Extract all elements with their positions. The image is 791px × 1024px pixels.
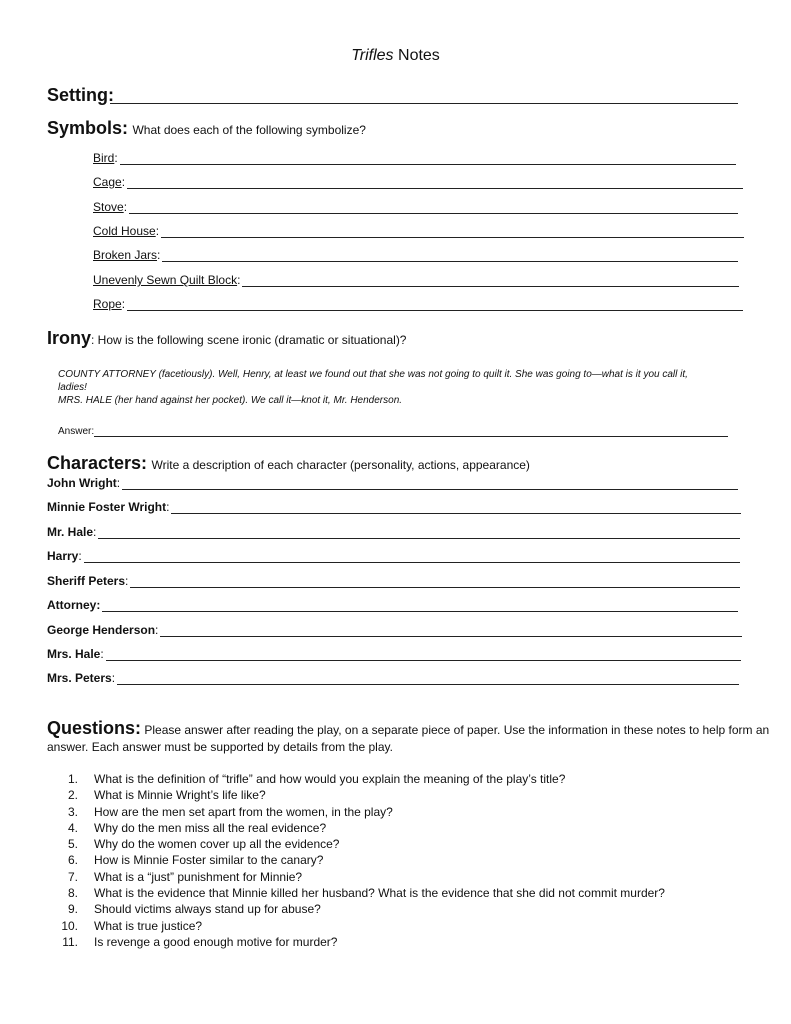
symbol-row-cage[interactable]: Cage : [93,175,743,189]
symbol-answer-line[interactable] [161,227,744,238]
question-item [56,869,756,885]
symbol-label: Rope [93,297,122,311]
question-text: What is Minnie Wright’s life like? [94,788,266,803]
irony-header [47,328,406,349]
symbol-answer-line[interactable] [129,203,738,214]
character-label: George Henderson [47,623,156,637]
character-label: Mr. Hale [47,525,94,539]
question-text: What is a “just” punishment for Minnie? [94,869,303,884]
symbol-answer-line[interactable] [127,300,743,311]
character-row-mr-hale[interactable]: Mr. Hale : [47,525,740,539]
character-row-harry[interactable]: Harry : [47,549,740,563]
question-number: 5. [67,837,78,852]
symbols-header [47,118,366,139]
question-item [56,918,756,934]
question-number: 11. [62,934,78,949]
quote-line: COUNTY ATTORNEY (facetiously). Well, Henry, at least we found out that she was not going to quilt it. She was going to—what is it you call it, [58,369,688,380]
symbol-answer-line[interactable] [242,276,739,287]
symbol-row-rope[interactable]: Rope : [93,297,743,311]
symbol-row-cold-house[interactable]: Cold House : [93,224,744,238]
character-answer-line[interactable] [102,601,738,612]
setting-label: Setting: [47,85,114,105]
character-answer-line[interactable] [130,577,740,588]
symbol-label: Cold House [93,224,156,238]
irony-answer-line[interactable] [94,428,728,437]
character-label: John Wright [47,476,117,490]
question-number: 8. [67,886,78,901]
character-label: Attorney [47,598,97,612]
irony-answer-row[interactable] [58,426,728,437]
symbol-row-quilt-block[interactable]: Unevenly Sewn Quilt Block : [93,273,739,287]
question-text: How is Minnie Foster similar to the canary? [94,853,324,868]
characters-header [47,453,530,474]
symbol-row-broken-jars[interactable]: Broken Jars : [93,248,738,262]
question-text: How are the men set apart from the women, in the play? [94,804,393,819]
character-label: Mrs. Peters [47,671,112,685]
irony-prompt: : How is the following scene ironic (dramatic or situational)? [91,333,407,347]
character-row-sheriff-peters[interactable]: Sheriff Peters : [47,574,740,588]
question-item [56,836,756,852]
question-number: 9. [67,902,78,917]
character-answer-line[interactable] [171,503,741,514]
questions-header [47,718,770,756]
answer-label: Answer: [58,426,95,437]
questions-intro: Please answer after reading the play, on a separate piece of paper. Use the information in these notes to help form an [144,723,770,737]
character-answer-line[interactable] [106,650,741,661]
questions-intro-cont: answer. Each answer must be supported by details from the play. [47,740,393,754]
question-number: 10. [61,918,78,933]
symbol-answer-line[interactable] [120,154,736,165]
setting-answer-line[interactable] [110,103,738,104]
character-row-mrs-hale[interactable]: Mrs. Hale : [47,647,741,661]
question-item [56,771,756,787]
title-italic: Trifles [351,47,394,64]
question-item [56,934,756,950]
symbol-label: Cage [93,175,122,189]
questions-list [56,771,756,950]
symbol-label: Unevenly Sewn Quilt Block [93,273,238,287]
question-text: Why do the women cover up all the evidence? [94,837,340,852]
question-text: Is revenge a good enough motive for murder? [94,934,338,949]
symbols-label: Symbols: [47,118,129,138]
symbols-prompt: What does each of the following symbolize? [132,123,366,137]
character-row-minnie-foster-wright[interactable]: Minnie Foster Wright : [47,500,741,514]
character-answer-line[interactable] [117,674,739,685]
question-text: Why do the men miss all the real evidence? [94,820,327,835]
quote-line: MRS. HALE (her hand against her pocket). We call it—knot it, Mr. Henderson. [58,395,403,406]
character-label: Minnie Foster Wright [47,500,167,514]
question-number: 4. [67,820,78,835]
question-item [56,804,756,820]
question-item [56,852,756,868]
characters-label: Characters: [47,453,148,473]
title-rest: Notes [393,47,440,64]
characters-prompt: Write a description of each character (personality, actions, appearance) [151,458,530,472]
question-number: 1. [67,772,78,786]
question-number: 2. [67,788,78,803]
question-item [56,885,756,901]
character-label: Sheriff Peters [47,574,126,588]
question-text: What is the definition of “trifle” and how would you explain the meaning of the play’s title? [94,772,566,786]
question-item [56,901,756,917]
question-number: 3. [67,804,78,819]
question-text: Should victims always stand up for abuse? [94,902,321,917]
irony-label: Irony [47,328,92,348]
character-answer-line[interactable] [122,479,738,490]
quote-line: ladies! [58,382,87,393]
symbol-answer-line[interactable] [127,178,743,189]
symbol-label: Stove [93,200,124,214]
character-row-john-wright[interactable]: John Wright : [47,476,738,490]
character-answer-line[interactable] [160,626,742,637]
symbol-answer-line[interactable] [162,251,738,262]
questions-label: Questions: [47,718,142,738]
character-answer-line[interactable] [98,528,740,539]
question-number: 7. [67,869,78,884]
character-answer-line[interactable] [84,552,740,563]
symbol-row-bird[interactable]: Bird : [93,151,736,165]
character-label: Mrs. Hale [47,647,101,661]
character-row-george-henderson[interactable]: George Henderson : [47,623,742,637]
page-title [0,47,791,65]
symbol-label: Bird [93,151,115,165]
question-item [56,787,756,803]
question-item [56,820,756,836]
character-label: Harry [47,549,79,563]
character-row-mrs-peters[interactable]: Mrs. Peters : [47,671,739,685]
question-number: 6. [67,853,78,868]
question-text: What is true justice? [94,918,203,933]
symbol-row-stove[interactable]: Stove : [93,200,738,214]
question-text: What is the evidence that Minnie killed her husband? What is the evidence that she did not commit murder? [94,886,665,901]
symbol-label: Broken Jars [93,248,158,262]
character-row-attorney[interactable]: Attorney : [47,598,738,612]
irony-quote [58,368,748,407]
